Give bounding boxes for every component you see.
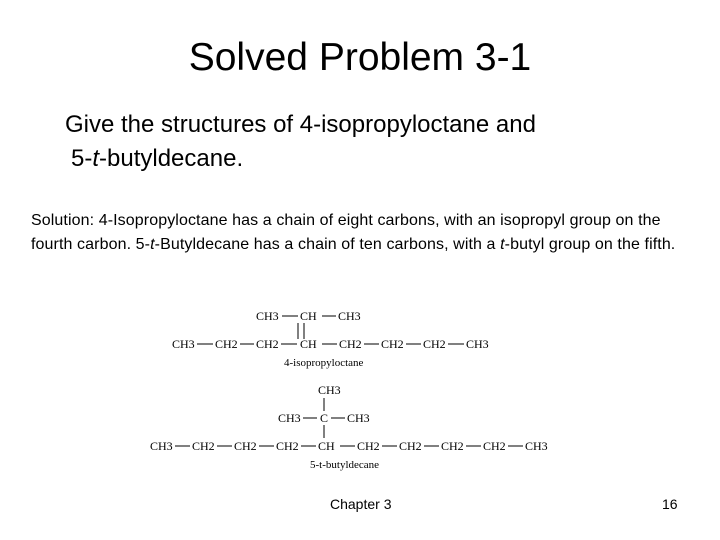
s1-chain-c8: CH3 — [466, 337, 489, 351]
question-line-1: Give the structures of 4-isopropyloctane and — [65, 111, 536, 138]
s2-chain-c4: CH2 — [276, 439, 299, 453]
question-line-2: 5-t-butyldecane. — [71, 145, 244, 172]
s1-branch-ch3-left: CH3 — [256, 309, 279, 323]
s1-chain-c5: CH2 — [339, 337, 362, 351]
s2-chain-c5: CH — [318, 439, 335, 453]
s2-chain-c8: CH2 — [441, 439, 464, 453]
s2-chain-c6: CH2 — [357, 439, 380, 453]
structure-4-isopropyloctane — [172, 309, 489, 369]
s1-chain-c4: CH — [300, 337, 317, 351]
structural-formulas — [0, 290, 720, 480]
footer-chapter: Chapter 3 — [330, 496, 392, 512]
s2-chain-c7: CH2 — [399, 439, 422, 453]
s1-caption: 4-isopropyloctane — [284, 357, 364, 369]
s1-chain-c2: CH2 — [215, 337, 238, 351]
s2-chain-c1: CH3 — [150, 439, 173, 453]
s2-branch-ch3-left: CH3 — [278, 411, 301, 425]
s2-chain-c3: CH2 — [234, 439, 257, 453]
slide-number: 16 — [662, 496, 678, 512]
s1-branch-ch: CH — [300, 309, 317, 323]
s2-branch-top-ch3: CH3 — [318, 383, 341, 397]
s1-chain-c6: CH2 — [381, 337, 404, 351]
solution-paragraph: Solution: 4-Isopropyloctane has a chain of eight carbons, with an isopropyl group on the fourth carbon. 5-t-Butyldecane has a chain of ten carbons, with a t-butyl group on the fifth. — [31, 212, 676, 253]
s2-chain-c9: CH2 — [483, 439, 506, 453]
s2-chain-c10: CH3 — [525, 439, 548, 453]
slide-title: Solved Problem 3-1 — [188, 36, 532, 79]
s1-branch-ch3-right: CH3 — [338, 309, 361, 323]
s2-caption: 5-t-butyldecane — [310, 459, 380, 471]
structure-5-t-butyldecane — [150, 383, 548, 471]
s1-chain-c1: CH3 — [172, 337, 195, 351]
s1-chain-c3: CH2 — [256, 337, 279, 351]
s2-chain-c2: CH2 — [192, 439, 215, 453]
s1-chain-c7: CH2 — [423, 337, 446, 351]
s2-branch-ch3-right: CH3 — [347, 411, 370, 425]
question-text — [65, 108, 536, 176]
s2-branch-quaternary-c: C — [320, 411, 329, 425]
